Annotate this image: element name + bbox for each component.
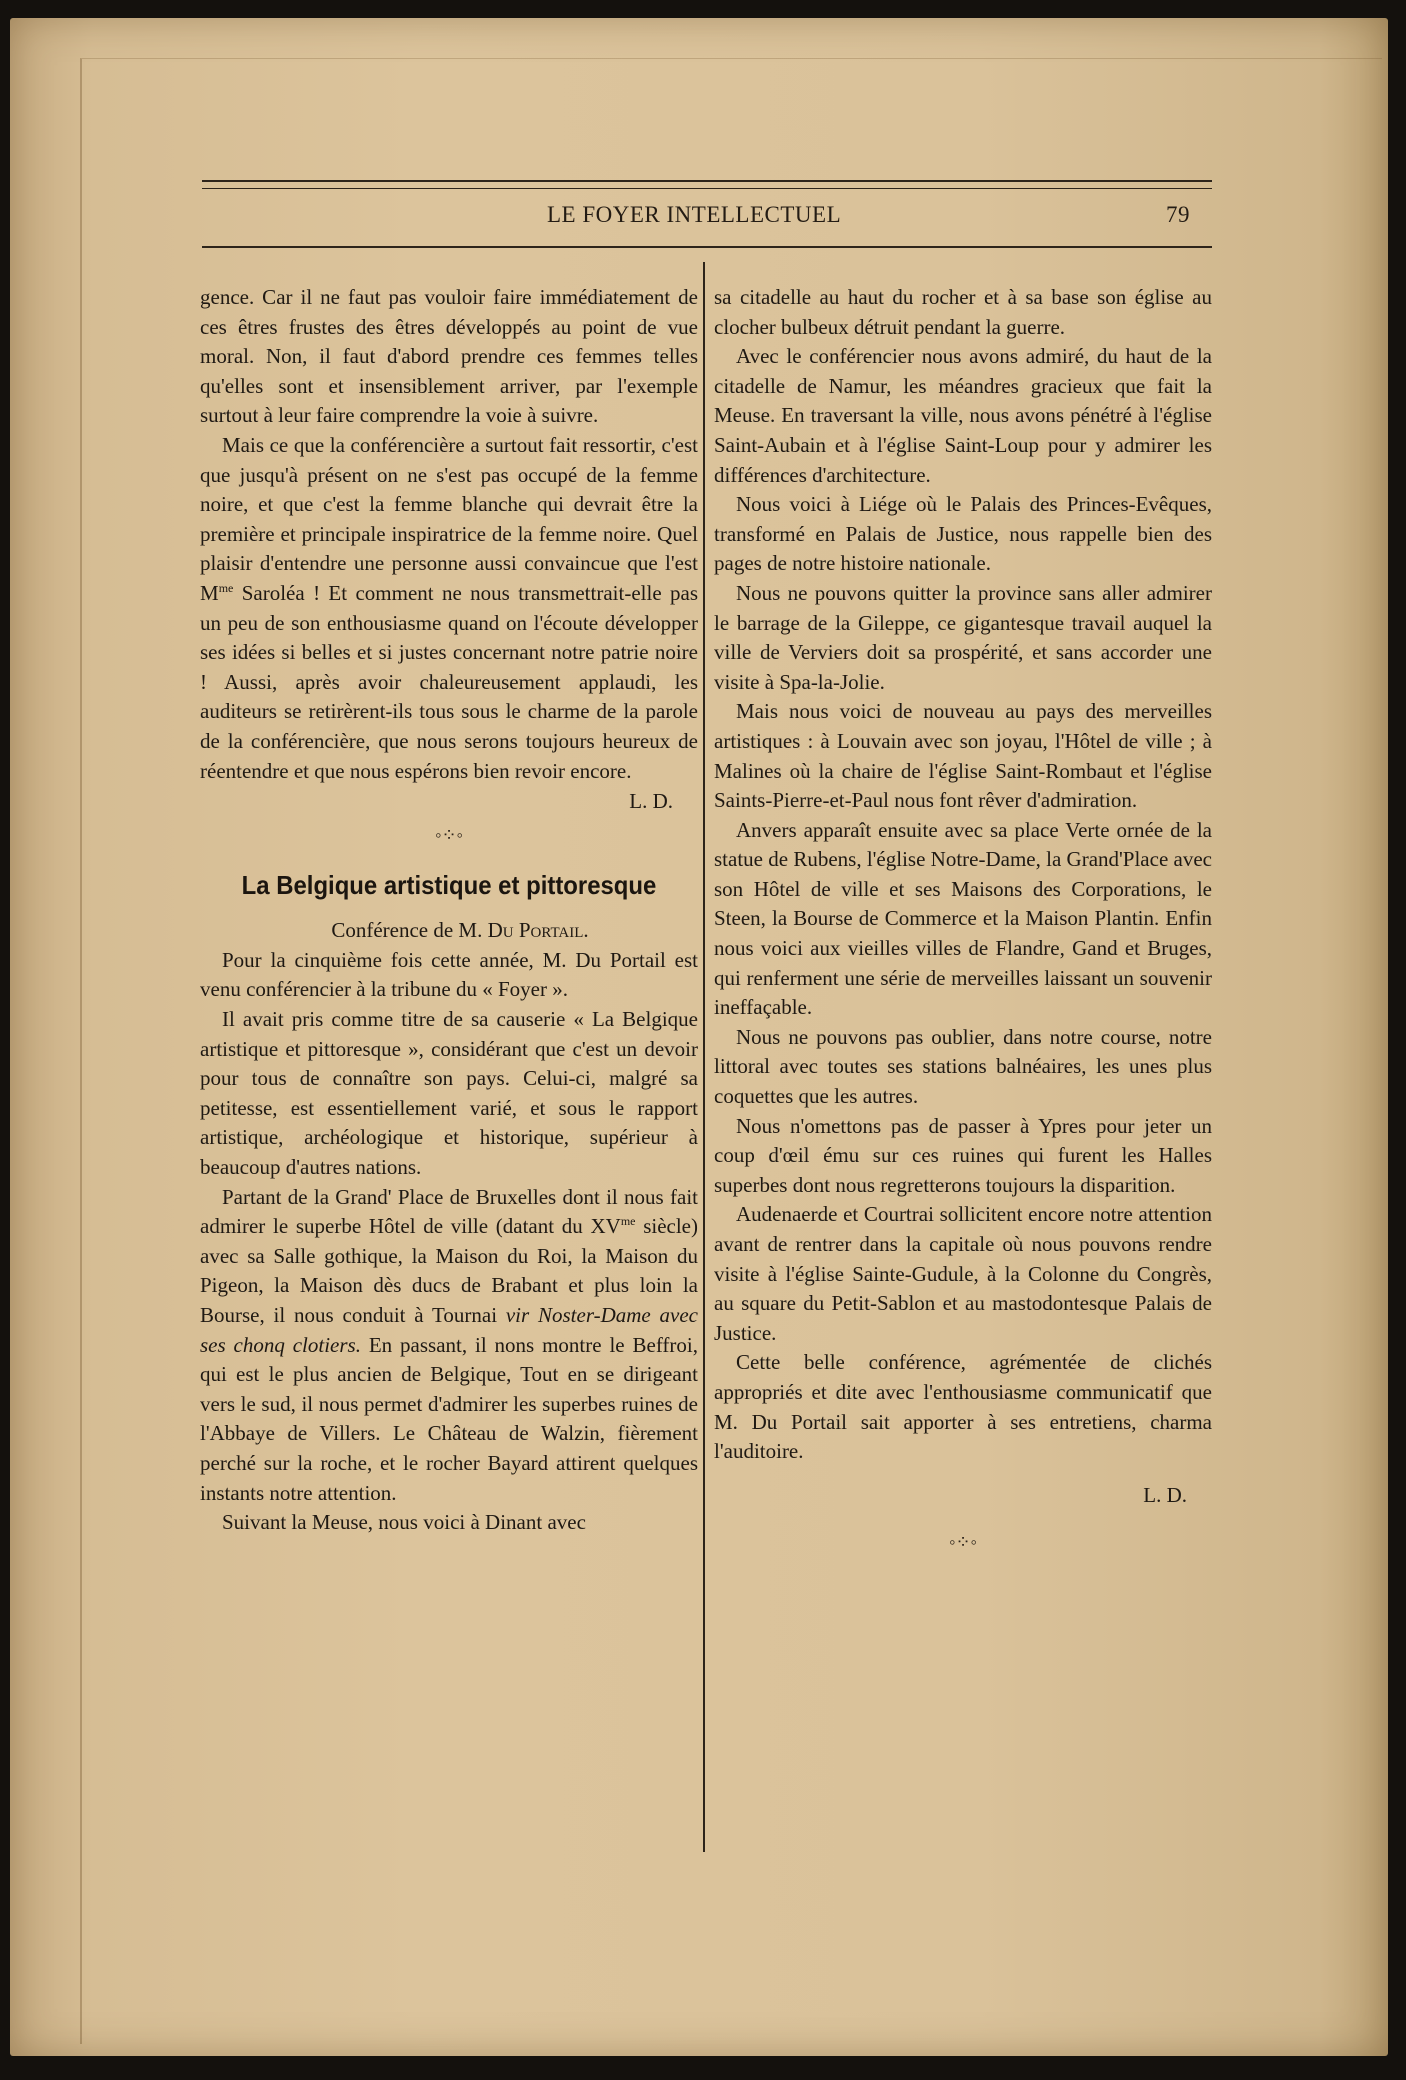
text-run: Partant de la Grand' Place de Bruxelles dont il nous fait admirer le superbe Hôtel de ville (datant du XV bbox=[200, 1184, 698, 1239]
paragraph: Pour la cinquième fois cette année, M. Du Portail est venu conférencier à la tribune du « Foyer ». bbox=[200, 947, 698, 1002]
running-head bbox=[202, 202, 1212, 232]
left-column bbox=[200, 283, 698, 1538]
signature: L. D. bbox=[1143, 1482, 1187, 1507]
italic-quote: vir Noster-Dame avec ses chonq clotiers. bbox=[200, 1303, 698, 1357]
right-column bbox=[714, 283, 1212, 1576]
text-run: Conférence de M. bbox=[331, 918, 488, 943]
ornament-icon: ◦⁘◦ bbox=[949, 1532, 977, 1553]
paragraph: Avec le conférencier nous avons admiré, du haut de la citadelle de Namur, les méandres gracieux que fait la Meuse. En traversant la ville, nous avons pénétré à l'église Saint-Aubain et à l'église Saint-Loup pour y admirer les différences d'architecture. bbox=[714, 344, 1212, 487]
paragraph: Nous ne pouvons pas oublier, dans notre course, notre littoral avec toutes ses stations balnéaires, les unes plus coquettes que les autres. bbox=[714, 1024, 1212, 1109]
paragraph bbox=[200, 431, 698, 786]
ornament-icon: ◦⁘◦ bbox=[435, 824, 463, 845]
speaker-name: Du Portail. bbox=[487, 918, 589, 943]
superscript: me bbox=[218, 580, 234, 595]
header-rule bbox=[202, 246, 1212, 248]
text-run: siècle) avec sa Salle gothique, la Maison du Roi, la Maison du Pigeon, la Maison dès ducs de Brabant et plus loin la Bourse, il nous conduit à Tournai bbox=[200, 1214, 698, 1327]
paragraph: Nous n'omettons pas de passer à Ypres pour jeter un coup d'œil ému sur ces ruines qui furent les Halles superbes dont nous regretterons toujours la disparition. bbox=[714, 1113, 1212, 1197]
top-double-rule bbox=[202, 180, 1212, 182]
paragraph: Mais nous voici de nouveau au pays des merveilles artistiques : à Louvain avec son joyau, l'Hôtel de ville ; à Malines où la chaire de l'église Saint-Rombaut et l'église Saints-Pierre-et-Paul nous font rêver d'admiration. bbox=[714, 699, 1212, 813]
page-number: 79 bbox=[1166, 202, 1190, 227]
superscript: me bbox=[620, 1214, 636, 1229]
column-divider bbox=[703, 262, 705, 1852]
paragraph: Nous ne pouvons quitter la province sans aller admirer le barrage de la Gileppe, ce gigantesque travail auquel la ville de Verviers doit sa prospérité, et sans accorder une visite à Spa-la-Jolie. bbox=[714, 580, 1212, 694]
paragraph bbox=[200, 1183, 698, 1509]
paragraph: Il avait pris comme titre de sa causerie « La Belgique artistique et pittoresque », considérant que c'est un devoir pour tous de connaître son pays. Celui-ci, malgré sa petitesse, est essentiellement varié, et sous le rapport artistique, archéologique et historique, supérieur à beaucoup d'autres nations. bbox=[200, 1007, 698, 1180]
signature: L. D. bbox=[629, 789, 673, 814]
paragraph: Cette belle conférence, agrémentée de clichés appropriés et dite avec l'enthousiasme communicatif que M. Du Portail sait apporter à ses entretiens, charma l'auditoire. bbox=[714, 1350, 1212, 1464]
paragraph: sa citadelle au haut du rocher et à sa base son église au clocher bulbeux détruit pendant la guerre. bbox=[714, 285, 1212, 339]
article-title: La Belgique artistique et pittoresque bbox=[241, 870, 657, 901]
top-double-rule-inner bbox=[202, 188, 1212, 189]
journal-title: LE FOYER INTELLECTUEL bbox=[547, 202, 842, 227]
text-run: Saroléa ! Et comment ne nous transmettrait-elle pas un peu de son enthousiasme quand on l'écoute développer ses idées si belles et si justes concernant notre patrie noire ! Aussi, après avoir chaleureusement applaudi, les auditeurs se retirèrent-ils tous sous le charme de la parole de la conférencière, que nous serons toujours heureux de réentendre et que nous espérons bien revoir encore. bbox=[200, 580, 698, 783]
text-run: En passant, il nons montre le Beffroi, qui est le plus ancien de Belgique, Tout en se dirigeant vers le sud, il nous permet d'admirer les superbes ruines de l'Abbaye de Villers. Le Château de Walzin, fièrement perché sur la roche, et le rocher Bayard attirent quelques instants notre attention. bbox=[200, 1332, 698, 1505]
paragraph: Nous voici à Liége où le Palais des Princes-Evêques, transformé en Palais de Justice, nous rappelle bien des pages de notre histoire nationale. bbox=[714, 492, 1212, 576]
text-run: Mais ce que la conférencière a surtout fait ressortir, c'est que jusqu'à présent on ne s'est pas occupé de la femme noire, et que c'est la femme blanche qui devrait être la première et principale inspiratrice de la femme noire. Quel plaisir d'entendre une personne aussi convaincue que l'est M bbox=[200, 432, 698, 605]
paragraph: Audenaerde et Courtrai sollicitent encore notre attention avant de rentrer dans la capitale où nous pouvons rendre visite à l'église Sainte-Gudule, à la Colonne du Congrès, au square du Petit-Sablon et au mastodontesque Palais de Justice. bbox=[714, 1202, 1212, 1345]
paragraph: gence. Car il ne faut pas vouloir faire immédiatement de ces êtres frustes des êtres développés au point de vue moral. Non, il faut d'abord prendre ces femmes telles qu'elles sont et insensiblement arriver, par l'exemple surtout à leur faire comprendre la voie à suivre. bbox=[200, 285, 698, 428]
article-subtitle bbox=[200, 916, 698, 946]
paragraph: Anvers apparaît ensuite avec sa place Verte ornée de la statue de Rubens, l'église Notre-Dame, la Grand'Place avec son Hôtel de ville et ses Maisons des Corporations, le Steen, la Bourse de Commerce et la Maison Plantin. Enfin nous voici aux vieilles villes de Flandre, Gand et Bruges, qui renferment une série de merveilles laissant un souvenir ineffaçable. bbox=[714, 817, 1212, 1020]
paragraph: Suivant la Meuse, nous voici à Dinant avec bbox=[222, 1510, 586, 1535]
